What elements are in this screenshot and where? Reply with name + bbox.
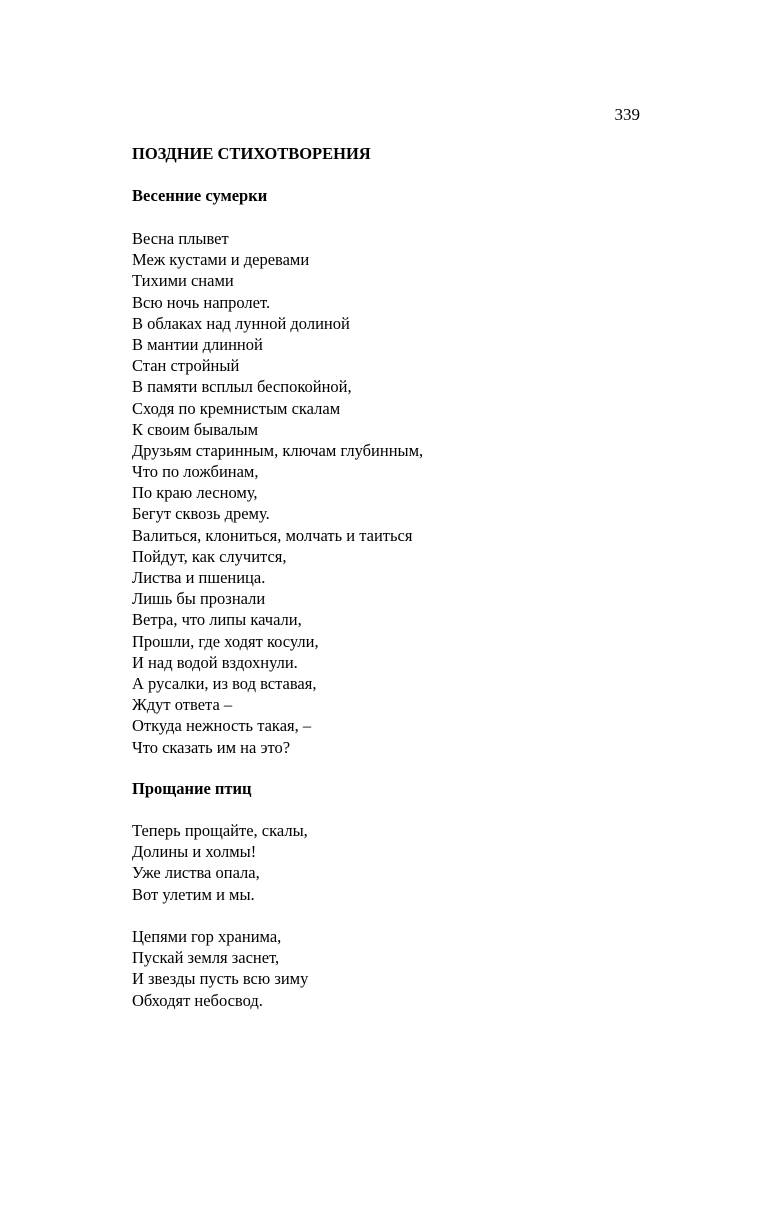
poem-line: И звезды пусть всю зиму [132,969,309,989]
poem-title: Весенние сумерки [132,186,268,205]
poem-line: И над водой вздохнули. [132,652,298,672]
poem-line: Стан стройный [132,356,240,376]
poem-line: Что сказать им на это? [132,737,291,757]
poem-line: Листва и пшеница. [132,568,266,587]
poem-line: Лишь бы прознали [132,589,266,609]
poem-line: Ждут ответа – [132,695,233,715]
poem-line: Весна плывет [132,229,229,248]
poem-line: Ветра, что липы качали, [132,610,302,630]
poem-line: Тихими снами [132,271,234,291]
poem-title: Прощание птиц [132,779,252,798]
poem-line: По краю лесному, [132,483,258,503]
poem-line: В облаках над лунной долиной [132,313,350,333]
poem-line: Всю ночь напролет. [132,292,271,312]
poem-line: Пускай земля заснет, [132,948,280,968]
poem-line: В мантии длинной [132,334,263,354]
poem-line: Вот улетим и мы. [132,884,255,904]
poem-line: Друзьям старинным, ключам глубинным, [132,440,424,460]
poem-line: А русалки, из вод вставая, [132,673,317,693]
poem-line: Прошли, где ходят косули, [132,631,319,651]
poem-stanza [132,926,308,1011]
poem-line: Что по ложбинам, [132,462,259,482]
poem-line: В памяти всплыл беспокойной, [132,377,352,397]
poem-line: Меж кустами и деревами [132,250,310,270]
poem-line: Долины и холмы! [132,842,257,862]
poem-stanza [132,820,308,905]
page-number: 339 [614,105,640,124]
poem-line: Сходя по кремнистым скалам [132,398,341,418]
poem-line: Пойдут, как случится, [132,546,287,566]
poem-line: Валиться, клониться, молчать и таиться [132,525,413,545]
poem-line: К своим бывалым [132,419,259,439]
poem-line: Теперь прощайте, скалы, [132,821,308,840]
poem-line: Уже листва опала, [132,863,260,883]
poem-line: Бегут сквозь дрему. [132,504,270,524]
poem-stanza [132,228,423,758]
poem-line: Цепями гор хранима, [132,927,282,946]
section-title: ПОЗДНИЕ СТИХОТВОРЕНИЯ [132,144,371,163]
poem-line: Обходят небосвод. [132,990,263,1010]
poem-line: Откуда нежность такая, – [132,716,312,736]
